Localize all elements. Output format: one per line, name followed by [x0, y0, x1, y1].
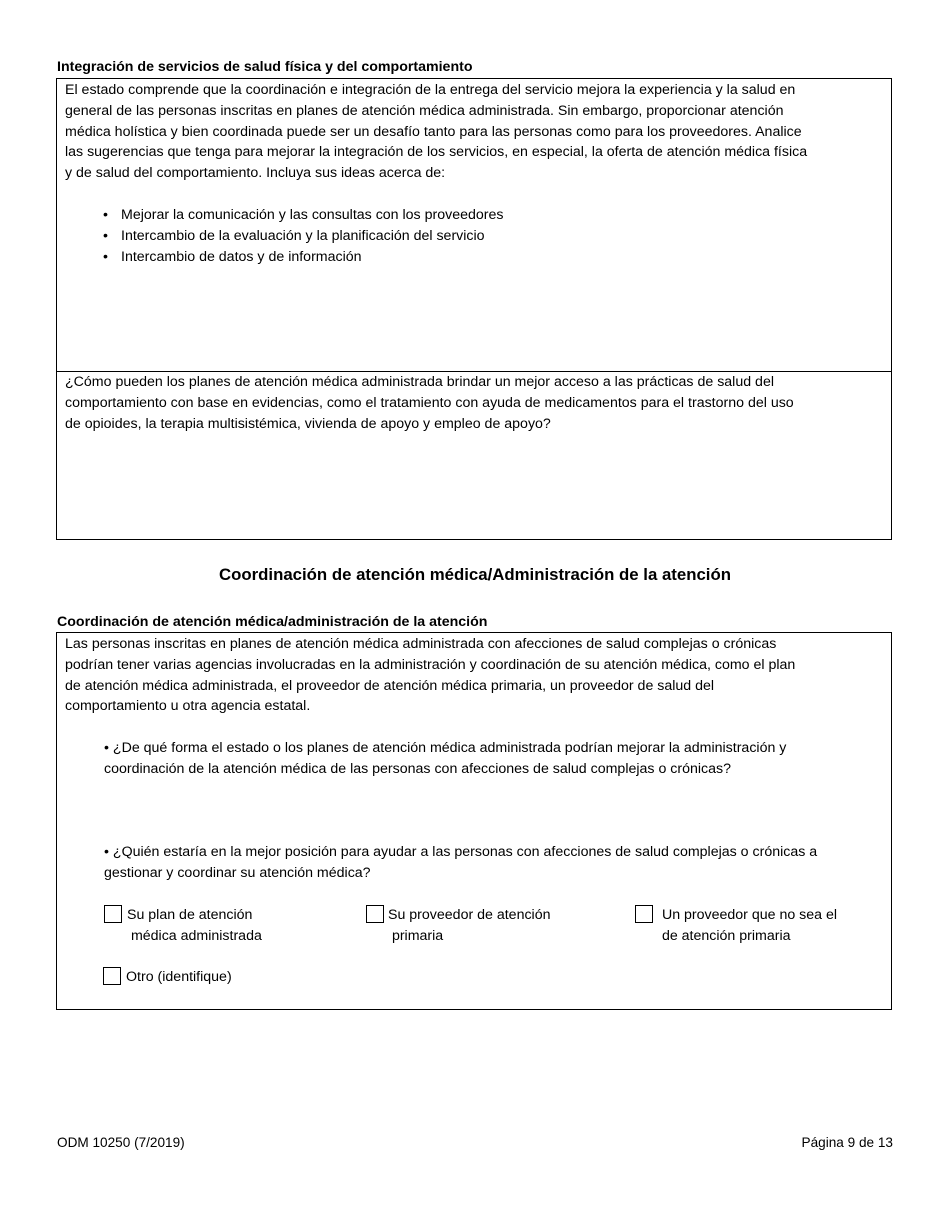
option-primary-care-provider-line-2: primaria [388, 927, 444, 944]
option-primary-care-provider[interactable] [366, 905, 550, 947]
integration-intro-line-5: y de salud del comportamiento. Incluya sus ideas acerca de: [65, 165, 446, 182]
checkbox-primary-care-provider[interactable] [366, 905, 384, 923]
checkbox-managed-care-plan[interactable] [104, 905, 122, 923]
coordination-intro-line-3: de atención médica administrada, el proveedor de atención médica primaria, un proveedor de salud del [65, 677, 715, 694]
option-non-primary-provider-line-1: Un proveedor que no sea el [658, 907, 838, 923]
coordination-question-1-line-2: coordinación de la atención médica de las personas con afecciones de salud complejas o crónicas? [104, 760, 731, 777]
option-primary-care-provider-line-1: Su proveedor de atención [388, 907, 551, 923]
coordination-response-box[interactable] [56, 632, 892, 1010]
coordination-question-1-line-1: • ¿De qué forma el estado o los planes de atención médica administrada podrían mejorar la administración y [104, 740, 787, 757]
integration-intro-line-4: las sugerencias que tenga para mejorar la integración de los servicios, en especial, la oferta de atención médica física [65, 144, 808, 161]
coordination-section-label: Coordinación de atención médica/administración de la atención [57, 614, 488, 630]
bullet-item: • Mejorar la comunicación y las consultas con los proveedores [65, 205, 883, 226]
integration-section-label: Integración de servicios de salud física y del comportamiento [57, 59, 473, 75]
form-id: ODM 10250 (7/2019) [57, 1135, 185, 1150]
coordination-question-2-line-2: gestionar y coordinar su atención médica? [104, 864, 371, 881]
page-number: Página 9 de 13 [801, 1135, 893, 1150]
checkbox-other[interactable] [103, 967, 121, 985]
checkbox-non-primary-provider[interactable] [635, 905, 653, 923]
coordination-question-2-line-1: • ¿Quién estaría en la mejor posición para ayudar a las personas con afecciones de salud complejas o crónicas a [104, 843, 818, 860]
integration-intro-line-2: general de las personas inscritas en planes de atención médica administrada. Sin embargo, proporcionar atención [65, 102, 784, 119]
coordination-intro-line-4: comportamiento u otra agencia estatal. [65, 698, 311, 715]
coordination-intro-line-1: Las personas inscritas en planes de atención médica administrada con afecciones de salud complejas o crónicas [65, 636, 777, 652]
care-coordination-heading: Coordinación de atención médica/Administración de la atención [219, 565, 731, 584]
integration-bullet-list [65, 205, 883, 267]
integration-intro-line-3: médica holística y bien coordinada puede ser un desafío tanto para las personas como para los proveedores. Analice [65, 123, 802, 140]
evidence-question-line-2: comportamiento con base en evidencias, como el tratamiento con ayuda de medicamentos para el trastorno del uso [65, 394, 794, 411]
option-managed-care-plan-line-1: Su plan de atención [127, 907, 253, 923]
integration-intro-line-1: El estado comprende que la coordinación e integración de la entrega del servicio mejora la experiencia y la salud en [65, 82, 796, 98]
coordination-intro-line-2: podrían tener varias agencias involucradas en la administración y coordinación de su atención médica, como el plan [65, 656, 796, 673]
evidence-question-line-3: de opioides, la terapia multisistémica, vivienda de apoyo y empleo de apoyo? [65, 415, 551, 432]
bullet-item: • Intercambio de la evaluación y la planificación del servicio [65, 226, 883, 247]
option-other-label: Otro (identifique) [126, 969, 232, 985]
evidence-question-line-1: ¿Cómo pueden los planes de atención médica administrada brindar un mejor acceso a las prácticas de salud del [65, 374, 774, 390]
option-non-primary-provider-line-2: de atención primaria [658, 927, 791, 944]
integration-response-box[interactable] [56, 78, 892, 372]
bullet-item: • Intercambio de datos y de información [65, 247, 883, 268]
option-managed-care-plan[interactable] [104, 905, 262, 947]
option-other[interactable] [103, 967, 232, 988]
evidence-practices-response-box[interactable] [56, 371, 892, 540]
option-non-primary-provider[interactable] [635, 905, 837, 947]
option-managed-care-plan-line-2: médica administrada [127, 927, 262, 944]
